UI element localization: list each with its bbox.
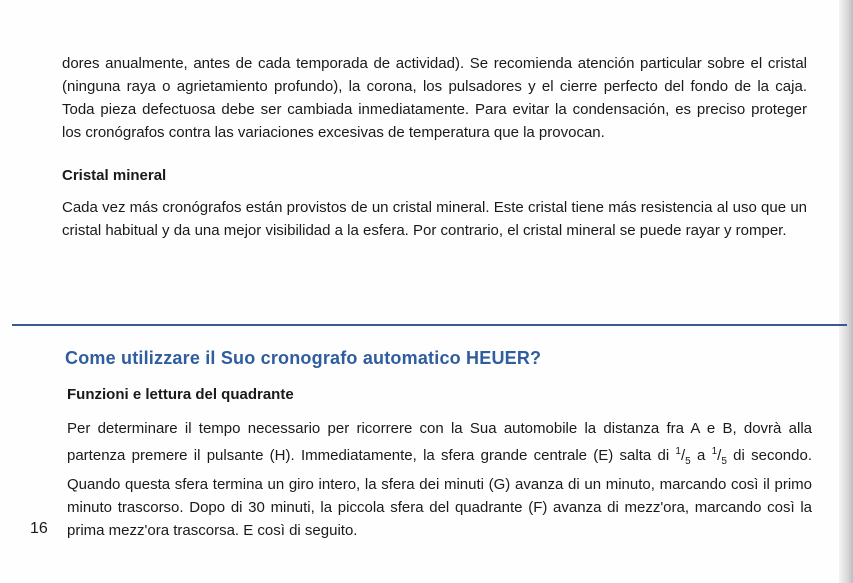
- fraction-numerator: 1: [675, 446, 681, 457]
- italian-paragraph-part1: Per determinare il tempo necessario per ricorrere con la Sua automobile la distanza fra A e B, dovrà alla partenza premere il pulsante (H). Immediatamente, la sfera grande centrale (E) salta di: [67, 420, 812, 464]
- italian-section-title: Come utilizzare il Suo cronografo automatico HEUER?: [65, 348, 542, 368]
- spanish-paragraph-top: dores anualmente, antes de cada temporada de actividad). Se recomienda atención particular sobre el cristal (ninguna raya o agrietamiento profundo), la corona, los pulsadores y el cierre perfecto del fondo de la caja. Toda pieza defectuosa debe ser cambiada inmediatamente. Para evitar la condensación, es preciso proteger los cronógrafos contra las variaciones excesivas de temperatura que la provocan.: [62, 55, 807, 141]
- section-divider: [12, 324, 847, 326]
- fraction-denominator: 5: [685, 456, 691, 467]
- section-heading-cristal-mineral: Cristal mineral: [62, 167, 167, 184]
- page-edge-shadow: [839, 0, 853, 583]
- fraction-one-fifth-2: $^1/_5$: [711, 446, 727, 467]
- fraction-denominator: 5: [721, 456, 727, 467]
- spanish-paragraph-cristal: Cada vez más cronógrafos están provistos de un cristal mineral. Este cristal tiene más resistencia al uso que un cristal habitual y da una mejor visibilidad a la esfera. Por contrario, el cristal mineral se puede rayar y romper.: [62, 199, 807, 239]
- italian-paragraph: [67, 417, 812, 542]
- italian-paragraph-part2: di secondo. Quando questa sfera termina un giro intero, la sfera dei minuti (G) avanza di un minuto, marcando così il primo minuto trascorso. Dopo di 30 minuti, la piccola sfera del quadrante (F) avanza di mezz'ora, marcando così la prima mezz'ora trascorsa. E così di seguito.: [67, 447, 812, 539]
- fraction-one-fifth-1: $^1/_5$: [675, 446, 691, 467]
- fraction-numerator: 1: [711, 446, 718, 457]
- page-number: 16: [30, 520, 48, 537]
- italian-subheading: Funzioni e lettura del quadrante: [67, 386, 294, 403]
- italian-paragraph-between: a: [690, 447, 712, 464]
